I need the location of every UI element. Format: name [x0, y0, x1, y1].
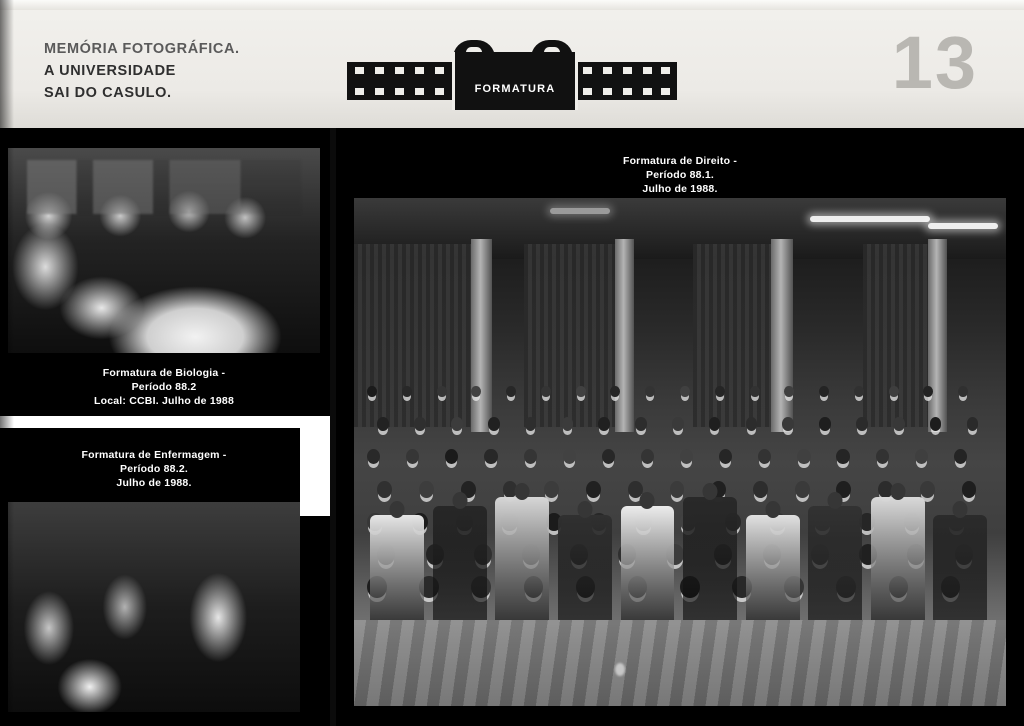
caption-biology-line-3: Local: CCBI. Julho de 1988 — [94, 395, 234, 407]
page-header — [0, 0, 1024, 128]
caption-biology-line-2: Período 88.2 — [131, 381, 197, 393]
caption-nursing-line-1: Formatura de Enfermagem - — [81, 449, 227, 461]
column-divider-right — [300, 416, 330, 516]
page-title — [44, 38, 240, 104]
caption-law-line-2: Período 88.1. — [646, 169, 714, 181]
page-title-line-1: MEMÓRIA FOTOGRÁFICA. — [44, 41, 240, 57]
page-top-edge — [0, 0, 1024, 10]
caption-nursing — [8, 448, 300, 490]
page-title-line-2: A UNIVERSIDADE — [44, 63, 176, 79]
caption-law-line-1: Formatura de Direito - — [622, 155, 738, 167]
filmstrip-logo — [347, 40, 677, 112]
caption-nursing-line-2: Período 88.2. — [120, 463, 188, 475]
filmstrip-center-frame — [452, 52, 578, 110]
right-photo-column — [336, 128, 1024, 726]
photo-biology — [8, 148, 320, 353]
caption-biology-line-1: Formatura de Biologia - — [102, 367, 226, 379]
logo-label: FORMATURA — [474, 83, 556, 95]
photo-law-audience — [354, 198, 1006, 706]
column-divider — [0, 416, 330, 428]
caption-law-line-3: Julho de 1988. — [642, 183, 718, 195]
left-photo-column — [0, 128, 330, 726]
page-number: 13 — [891, 21, 978, 104]
caption-law — [336, 154, 1024, 196]
page-title-line-3: SAI DO CASULO. — [44, 85, 172, 101]
caption-nursing-line-3: Julho de 1988. — [116, 477, 192, 489]
photo-nursing — [8, 502, 300, 712]
caption-biology — [8, 366, 320, 408]
